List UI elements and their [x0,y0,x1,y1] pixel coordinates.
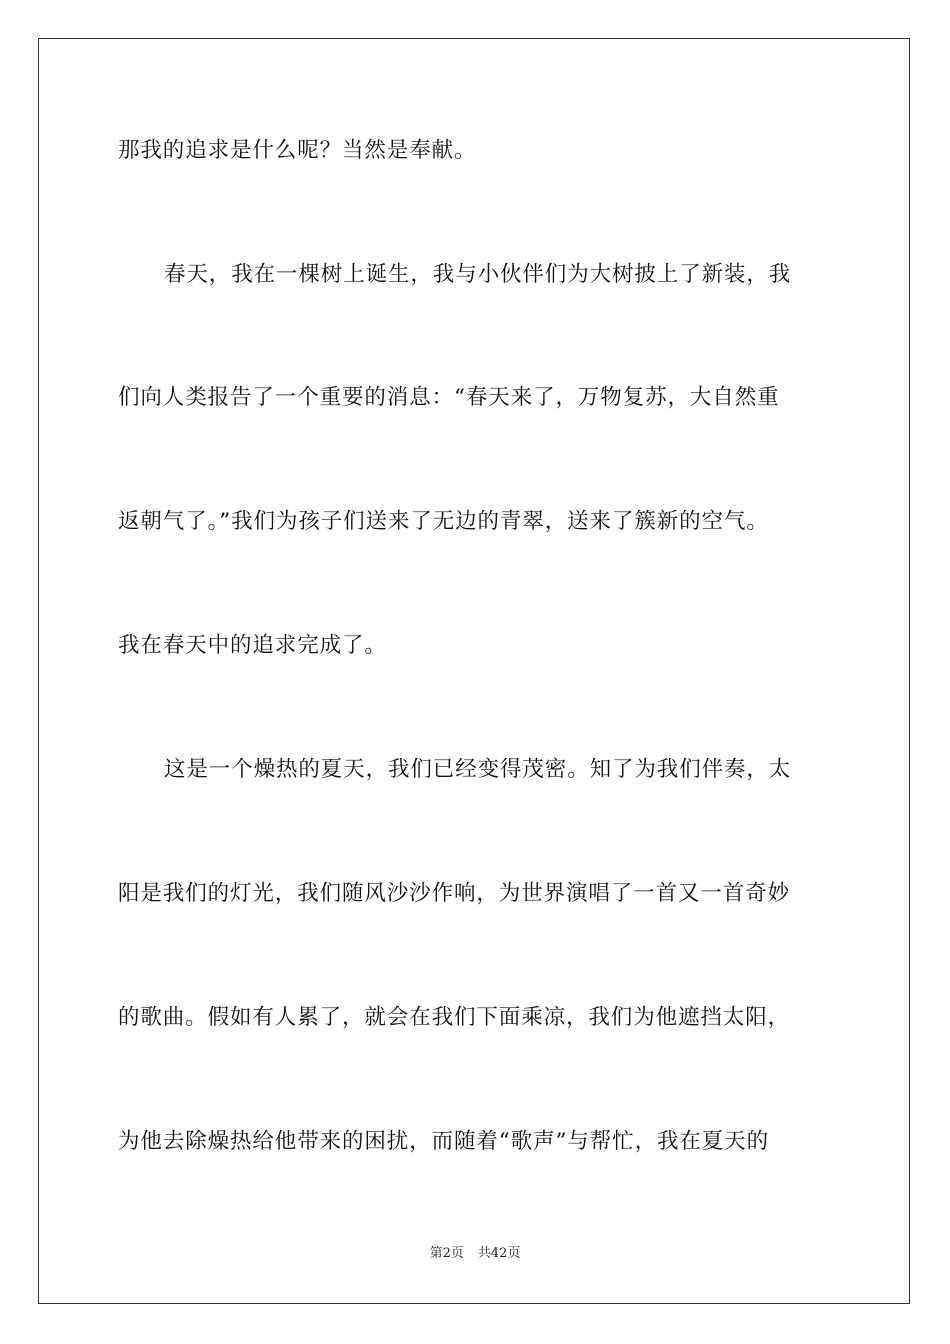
text-line-6: 这是一个燥热的夏天，我们已经变得茂密。知了为我们伴奏，太 [164,757,792,782]
total-pages: 共42页 [477,1246,521,1261]
page-border [38,38,910,1304]
page-footer [0,1245,950,1263]
text-line-4: 返朝气了。”我们为孩子们送来了无边的青翠，送来了簇新的空气。 [118,509,769,534]
text-line-9: 为他去除燥热给他带来的困扰，而随着“歌声”与帮忙，我在夏天的 [118,1129,769,1154]
text-line-2: 春天，我在一棵树上诞生，我与小伙伴们为大树披上了新装，我 [164,262,792,287]
page-number: 第2页 [429,1246,464,1261]
text-line-3: 们向人类报告了一个重要的消息：“春天来了，万物复苏，大自然重 [118,385,780,410]
text-line-7: 阳是我们的灯光，我们随风沙沙作响，为世界演唱了一首又一首奇妙 [118,881,791,906]
text-line-8: 的歌曲。假如有人累了，就会在我们下面乘凉，我们为他遮挡太阳， [118,1005,791,1030]
text-line-1: 那我的追求是什么呢？当然是奉献。 [118,138,477,163]
text-line-5: 我在春天中的追求完成了。 [118,633,387,658]
